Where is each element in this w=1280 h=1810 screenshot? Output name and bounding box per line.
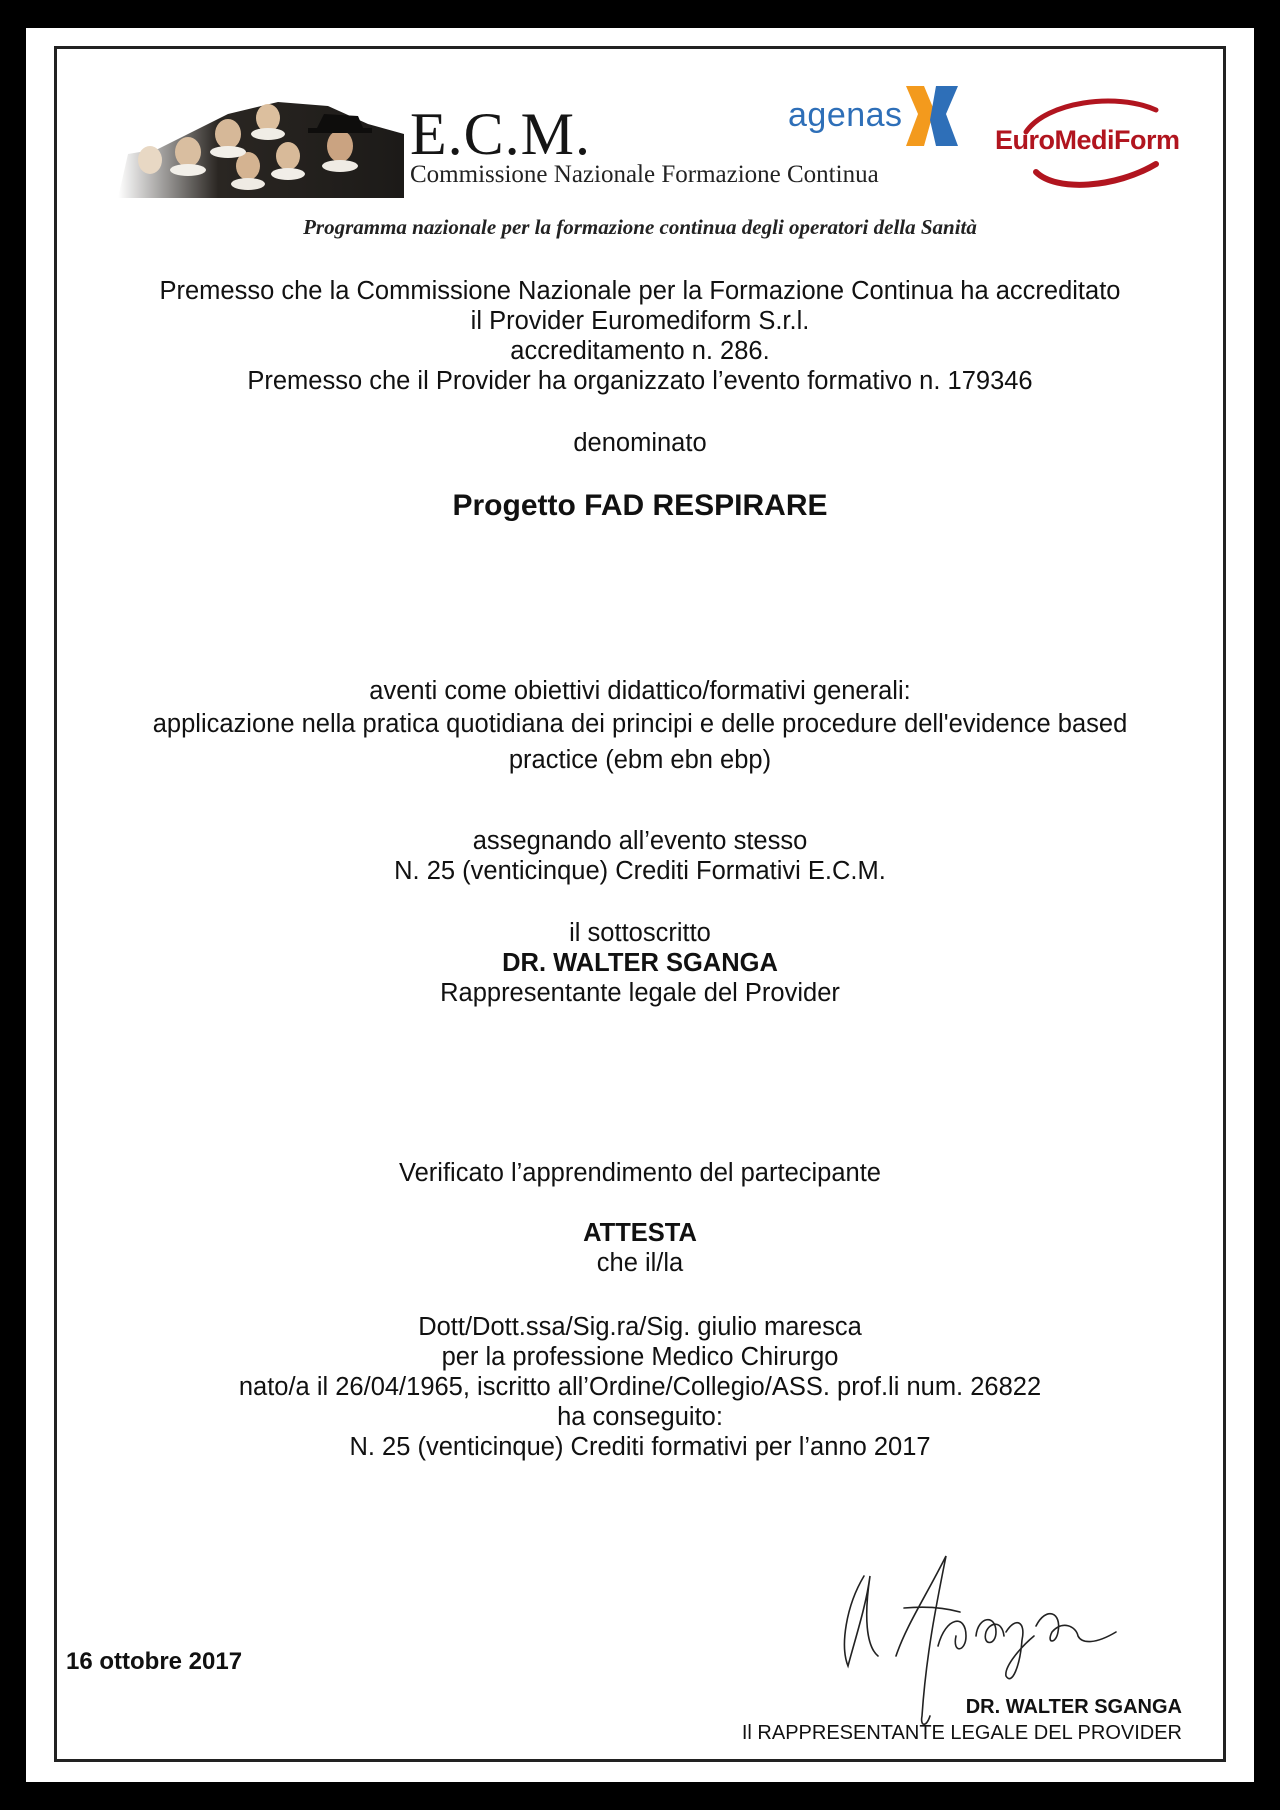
ecm-title: E.C.M. — [410, 101, 592, 167]
group-portrait-painting — [118, 94, 404, 198]
objectives-intro: aventi come obiettivi didattico/formativi generali: — [369, 677, 911, 705]
assigning-label: assegnando all’evento stesso — [472, 827, 808, 855]
event-credits: N. 25 (venticinque) Crediti Formativi E.C.M. — [394, 857, 886, 885]
signature-role: Il RAPPRESENTANTE LEGALE DEL PROVIDER — [741, 1722, 1182, 1744]
premise-line: Premesso che la Commissione Nazionale per la Formazione Continua ha accreditato — [159, 277, 1121, 305]
certificate-page — [26, 28, 1254, 1782]
participant-line: ha conseguito: — [557, 1403, 723, 1431]
objectives-block — [26, 706, 1254, 778]
signer-role: Rappresentante legale del Provider — [440, 979, 840, 1007]
event-title: Progetto FAD RESPIRARE — [452, 489, 828, 522]
attesta-heading: ATTESTA — [583, 1219, 697, 1247]
participant-line: nato/a il 26/04/1965, iscritto all’Ordine/Collegio/ASS. prof.li num. 26822 — [238, 1373, 1042, 1401]
tagline: Programma nazionale per la formazione continua degli operatori della Sanità — [303, 215, 977, 239]
issue-date: 16 ottobre 2017 — [66, 1648, 243, 1675]
denominato-label: denominato — [573, 429, 707, 457]
participant-line: N. 25 (venticinque) Crediti formativi per l’anno 2017 — [349, 1433, 931, 1461]
participant-line: Dott/Dott.ssa/Sig.ra/Sig. giulio maresca — [418, 1313, 862, 1341]
undersigned-label: il sottoscritto — [569, 919, 711, 947]
agenas-logo-icon — [902, 80, 964, 152]
agenas-logo-text: agenas — [788, 96, 903, 134]
premise-line: il Provider Euromediform S.r.l. — [470, 307, 810, 335]
objectives-line: practice (ebm ebn ebp) — [508, 746, 772, 774]
participant-block — [26, 1312, 1254, 1462]
participant-line: per la professione Medico Chirurgo — [441, 1343, 839, 1371]
euromediform-logo-text: EuroMediForm — [995, 125, 1180, 155]
che-label: che il/la — [596, 1249, 684, 1277]
ecm-subtitle: Commissione Nazionale Formazione Continua — [410, 161, 879, 188]
signer-name: DR. WALTER SGANGA — [502, 949, 778, 977]
objectives-line: applicazione nella pratica quotidiana dei principi e delle procedure dell'evidence based — [152, 710, 1128, 738]
premise-block — [26, 276, 1254, 396]
premise-line: Premesso che il Provider ha organizzato l’evento formativo n. 179346 — [247, 367, 1033, 395]
signature-name: DR. WALTER SGANGA — [965, 1696, 1182, 1718]
verified-label: Verificato l’apprendimento del partecipante — [399, 1159, 881, 1187]
premise-line: accreditamento n. 286. — [510, 337, 770, 365]
